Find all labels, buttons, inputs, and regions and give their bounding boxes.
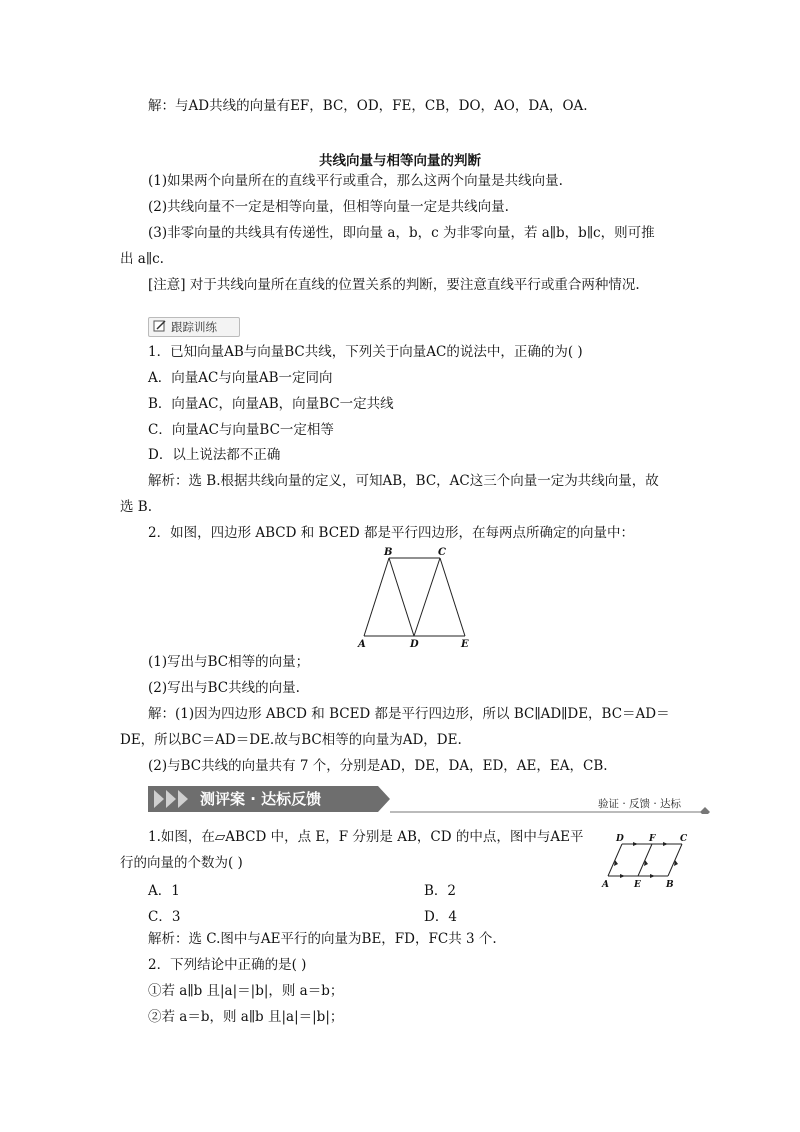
test-q2-item-2: ②若 a＝b，则 a∥b 且|a|＝|b|；	[148, 1009, 344, 1025]
section-point-1: (1)如果两个向量所在的直线平行或重合，那么这两个向量是共线向量.	[148, 173, 563, 189]
test-q1-answer: 解析：选 C.图中与AE平行的向量为BE，FD，FC共 3 个.	[148, 931, 497, 947]
fig1-label-b: B	[384, 547, 393, 558]
practice-q1-option-a: A．向量AC与向量AB一定同向	[148, 370, 333, 386]
test-q1a: 1.如图，在▱ABCD 中，点 E，F 分别是 AB，CD 的中点，图中与AE平	[148, 829, 584, 845]
practice-tag-label: 跟踪训练	[171, 320, 217, 334]
fig1-label-e: E	[461, 639, 469, 650]
practice-q2-sub2: (2)写出与BC共线的向量.	[148, 680, 300, 696]
section-note: [注意] 对于共线向量所在直线的位置关系的判断，要注意直线平行或重合两种情况.	[148, 277, 640, 293]
practice-q2-answer-1b: DE，所以BC＝AD＝DE.故与BC相等的向量为AD，DE.	[120, 732, 462, 748]
practice-q1-option-d: D．以上说法都不正确	[148, 447, 281, 463]
parallelogram-figure-2	[598, 832, 698, 892]
section-point-2: (2)共线向量不一定是相等向量，但相等向量一定是共线向量.	[148, 199, 509, 215]
test-q1-option-c: C．3	[148, 909, 181, 925]
test-q1-option-d: D．4	[424, 909, 457, 925]
test-q2: 2．下列结论中正确的是( )	[148, 957, 307, 973]
practice-tag	[148, 317, 240, 337]
fig1-label-c: C	[438, 547, 446, 558]
fig2-label-b: B	[666, 880, 674, 890]
practice-q1: 1．已知向量AB与向量BC共线，下列关于向量AC的说法中，正确的为( )	[148, 344, 583, 360]
practice-q2-answer-1a: 解：(1)因为四边形 ABCD 和 BCED 都是平行四边形，所以 BC∥AD∥DE，BC＝AD＝	[148, 706, 670, 722]
fig2-label-a: A	[602, 880, 609, 890]
practice-q2-answer-2: (2)与BC共线的向量共有 7 个，分别是AD，DE，DA，ED，AE，EA，CB.	[148, 758, 608, 774]
section-point-3a: (3)非零向量的共线具有传递性，即向量 a，b，c 为非零向量，若 a∥b，b∥c，则可推	[148, 225, 655, 241]
section-title: 共线向量与相等向量的判断	[319, 153, 481, 169]
parallelogram-figure-1	[352, 544, 482, 650]
test-q1-option-a: A．1	[148, 883, 180, 899]
practice-q2: 2．如图，四边形 ABCD 和 BCED 都是平行四边形，在每两点所确定的向量中：	[148, 525, 635, 541]
fig2-label-d: D	[616, 834, 624, 844]
test-q1-option-b: B．2	[424, 883, 457, 899]
practice-q1-answer-a: 解析：选 B.根据共线向量的定义，可知AB，BC，AC这三个向量一定为共线向量，故	[148, 473, 659, 489]
test-q1b: 行的向量的个数为( )	[120, 855, 243, 871]
section-point-3b: 出 a∥c.	[120, 251, 164, 267]
practice-q1-option-b: B．向量AC，向量AB，向量BC一定共线	[148, 396, 394, 412]
test-banner-subtitle: 验证 · 反馈 · 达标	[598, 798, 682, 810]
pencil-icon	[153, 319, 167, 333]
fig2-label-f: F	[649, 834, 656, 844]
fig1-label-d: D	[410, 639, 419, 650]
fig2-label-e: E	[634, 880, 641, 890]
practice-q1-answer-b: 选 B.	[120, 499, 153, 515]
fig1-label-a: A	[358, 639, 366, 650]
practice-q2-sub1: (1)写出与BC相等的向量；	[148, 654, 310, 670]
practice-q1-option-c: C．向量AC与向量BC一定相等	[148, 422, 334, 438]
intro-solution: 解：与AD共线的向量有EF，BC，OD，FE，CB，DO，AO，DA，OA.	[148, 98, 588, 114]
test-banner-title: 测评案 · 达标反馈	[200, 790, 322, 808]
test-q2-item-1: ①若 a∥b 且|a|＝|b|，则 a＝b；	[148, 983, 344, 999]
fig2-label-c: C	[680, 834, 688, 844]
